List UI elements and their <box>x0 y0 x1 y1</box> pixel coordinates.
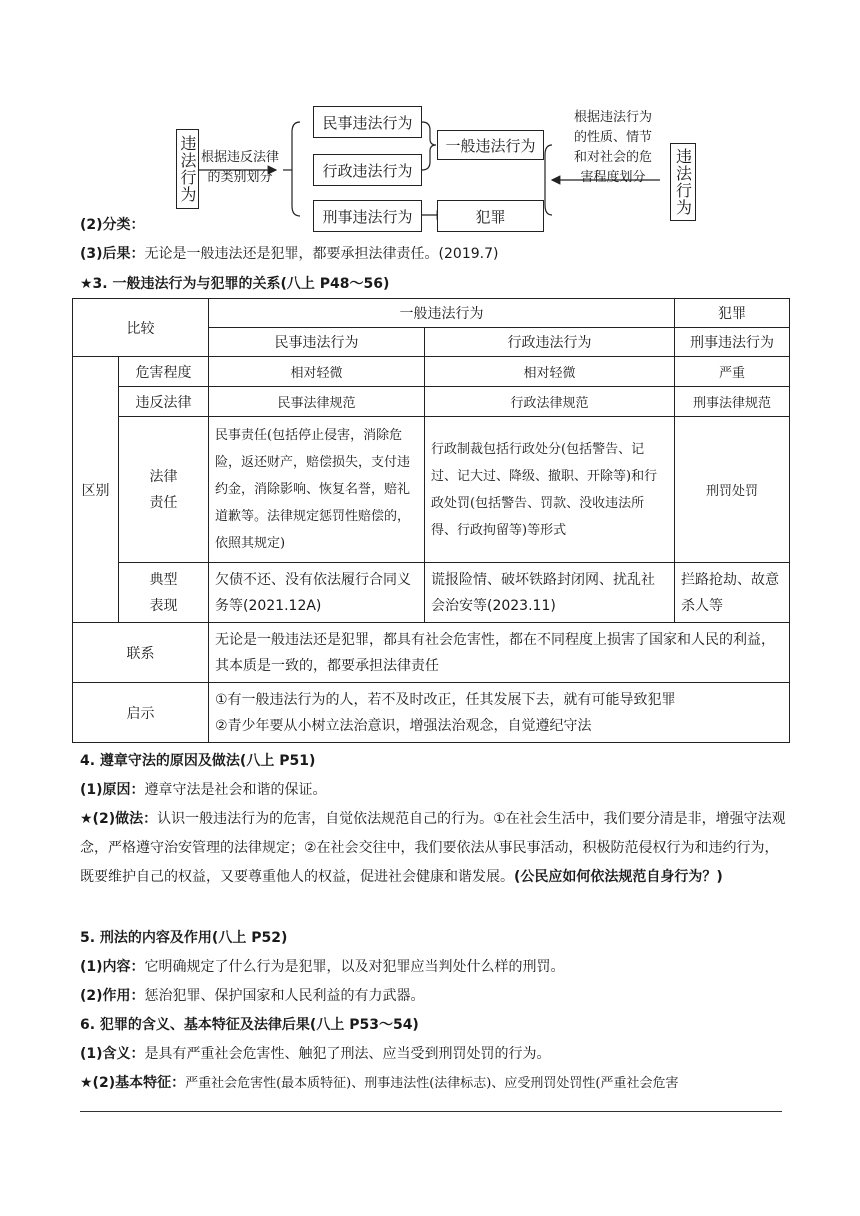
link-text: 无论是一般违法还是犯罪，都具有社会危害性，都在不同程度上损害了国家和人民的利益，其本质是一致的，都要承担法律责任 <box>209 623 790 683</box>
feature-text: 严重社会危害性(最本质特征)、刑事违法性(法律标志)、应受刑罚处罚性(严重社会危害 <box>185 1076 679 1091</box>
feature-line <box>80 1074 785 1093</box>
reason-heading: (1)原因： <box>80 782 145 798</box>
harm-label: 危害程度 <box>119 357 209 387</box>
reason-line <box>80 781 327 799</box>
classification-heading: (2)分类： <box>80 217 145 233</box>
insight-label: 启示 <box>73 683 209 743</box>
left-illegal-act-box: 违法行为 <box>176 129 199 209</box>
role-text: 惩治犯罪、保护国家和人民利益的有力武器。 <box>144 988 425 1004</box>
meaning-heading: (1)含义： <box>80 1046 145 1062</box>
table-row <box>73 623 790 683</box>
typical-civil: 欠债不还、没有依法履行合同义务等(2021.12A) <box>209 563 425 623</box>
general-violation-box: 一般违法行为 <box>437 130 544 160</box>
law-crime: 刑事法律规范 <box>675 387 790 417</box>
table-row <box>73 387 790 417</box>
typical-crime: 拦路抢劫、故意杀人等 <box>675 563 790 623</box>
method-heading: ★(2)做法： <box>80 811 158 827</box>
table-row <box>73 563 790 623</box>
left-criteria-label: 根据违反法律 的类别划分 <box>200 150 279 185</box>
content-text: 它明确规定了什么行为是犯罪，以及对犯罪应当判处什么样的刑罚。 <box>144 959 565 975</box>
crime-header: 犯罪 <box>675 299 790 328</box>
method-paragraph <box>80 805 792 892</box>
table-row <box>73 417 790 563</box>
classification-line <box>80 216 145 234</box>
typical-label: 典型 表现 <box>119 563 209 623</box>
right-criteria-label: 根据违法行为 的性质、情节 和对社会的危 害程度划分 <box>573 110 652 185</box>
compare-header: 比较 <box>73 299 209 357</box>
consequence-heading: (3)后果： <box>80 246 145 262</box>
consequence-line <box>80 245 498 263</box>
law-admin: 行政法律规范 <box>425 387 675 417</box>
liability-crime: 刑罚处罚 <box>675 417 790 563</box>
harm-admin: 相对轻微 <box>425 357 675 387</box>
harm-crime: 严重 <box>675 357 790 387</box>
criminal-header: 刑事违法行为 <box>675 328 790 357</box>
link-label: 联系 <box>73 623 209 683</box>
criminal-violation-box: 刑事违法行为 <box>313 200 422 232</box>
liability-label: 法律 责任 <box>119 417 209 563</box>
harm-civil: 相对轻微 <box>209 357 425 387</box>
section-6-title: 6. 犯罪的含义、基本特征及法律后果(八上 P53～54) <box>80 1017 419 1033</box>
consequence-text: 无论是一般违法还是犯罪，都要承担法律责任。(2019.7) <box>144 246 499 262</box>
reason-text: 遵章守法是社会和谐的保证。 <box>144 782 327 798</box>
table-header-row <box>73 299 790 328</box>
comparison-table <box>72 298 790 743</box>
difference-label: 区别 <box>73 357 119 623</box>
liability-admin: 行政制裁包括行政处分(包括警告、记过、记大过、降级、撤职、开除等)和行政处罚(包括警告、罚款、没收违法所得、行政拘留等)等形式 <box>425 417 675 563</box>
method-question: (公民应如何依法规范自身行为？) <box>514 869 723 885</box>
law-label: 违反法律 <box>119 387 209 417</box>
liability-civil: 民事责任(包括停止侵害，消除危险，返还财产，赔偿损失，支付违约金，消除影响、恢复名誉，赔礼道歉等。法律规定惩罚性赔偿的，依照其规定) <box>209 417 425 563</box>
diagram-connectors <box>0 0 860 225</box>
section-4-title: 4. 遵章守法的原因及做法(八上 P51) <box>80 753 316 769</box>
meaning-line <box>80 1045 551 1063</box>
feature-heading: ★(2)基本特征： <box>80 1075 186 1091</box>
footer-divider <box>80 1111 782 1112</box>
insight-item-2: ②青少年要从小树立法治意识，增强法治观念，自觉遵纪守法 <box>215 717 592 734</box>
meaning-text: 是具有严重社会危害性、触犯了刑法、应当受到刑罚处罚的行为。 <box>144 1046 551 1062</box>
role-line <box>80 987 425 1005</box>
content-line <box>80 958 565 976</box>
admin-violation-box: 行政违法行为 <box>313 154 422 186</box>
admin-header: 行政违法行为 <box>425 328 675 357</box>
insight-cell <box>209 683 790 743</box>
insight-item-1: ①有一般违法行为的人，若不及时改正，任其发展下去，就有可能导致犯罪 <box>215 691 676 708</box>
table-row <box>73 357 790 387</box>
law-civil: 民事法律规范 <box>209 387 425 417</box>
typical-admin: 谎报险情、破坏铁路封闭网、扰乱社会治安等(2023.11) <box>425 563 675 623</box>
general-violation-header: 一般违法行为 <box>209 299 675 328</box>
table-row <box>73 683 790 743</box>
section-5-title: 5. 刑法的内容及作用(八上 P52) <box>80 930 288 946</box>
role-heading: (2)作用： <box>80 988 145 1004</box>
content-heading: (1)内容： <box>80 959 145 975</box>
right-illegal-act-box: 违法行为 <box>670 143 696 221</box>
method-text: 认识一般违法行为的危害，自觉依法规范自己的行为。①在社会生活中，我们要分清是非，增强守法观念，严格遵守治安管理的法律规定；②在社会交往中，我们要依法从事民事活动，积极防范侵权行为和违约行为，既要维护自己的权益，又要尊重他人的权益，促进社会健康和谐发展。 <box>80 811 786 885</box>
civil-violation-box: 民事违法行为 <box>313 106 422 138</box>
section-3-title: ★3. 一般违法行为与犯罪的关系(八上 P48～56) <box>80 276 390 292</box>
crime-box: 犯罪 <box>437 200 544 232</box>
civil-header: 民事违法行为 <box>209 328 425 357</box>
